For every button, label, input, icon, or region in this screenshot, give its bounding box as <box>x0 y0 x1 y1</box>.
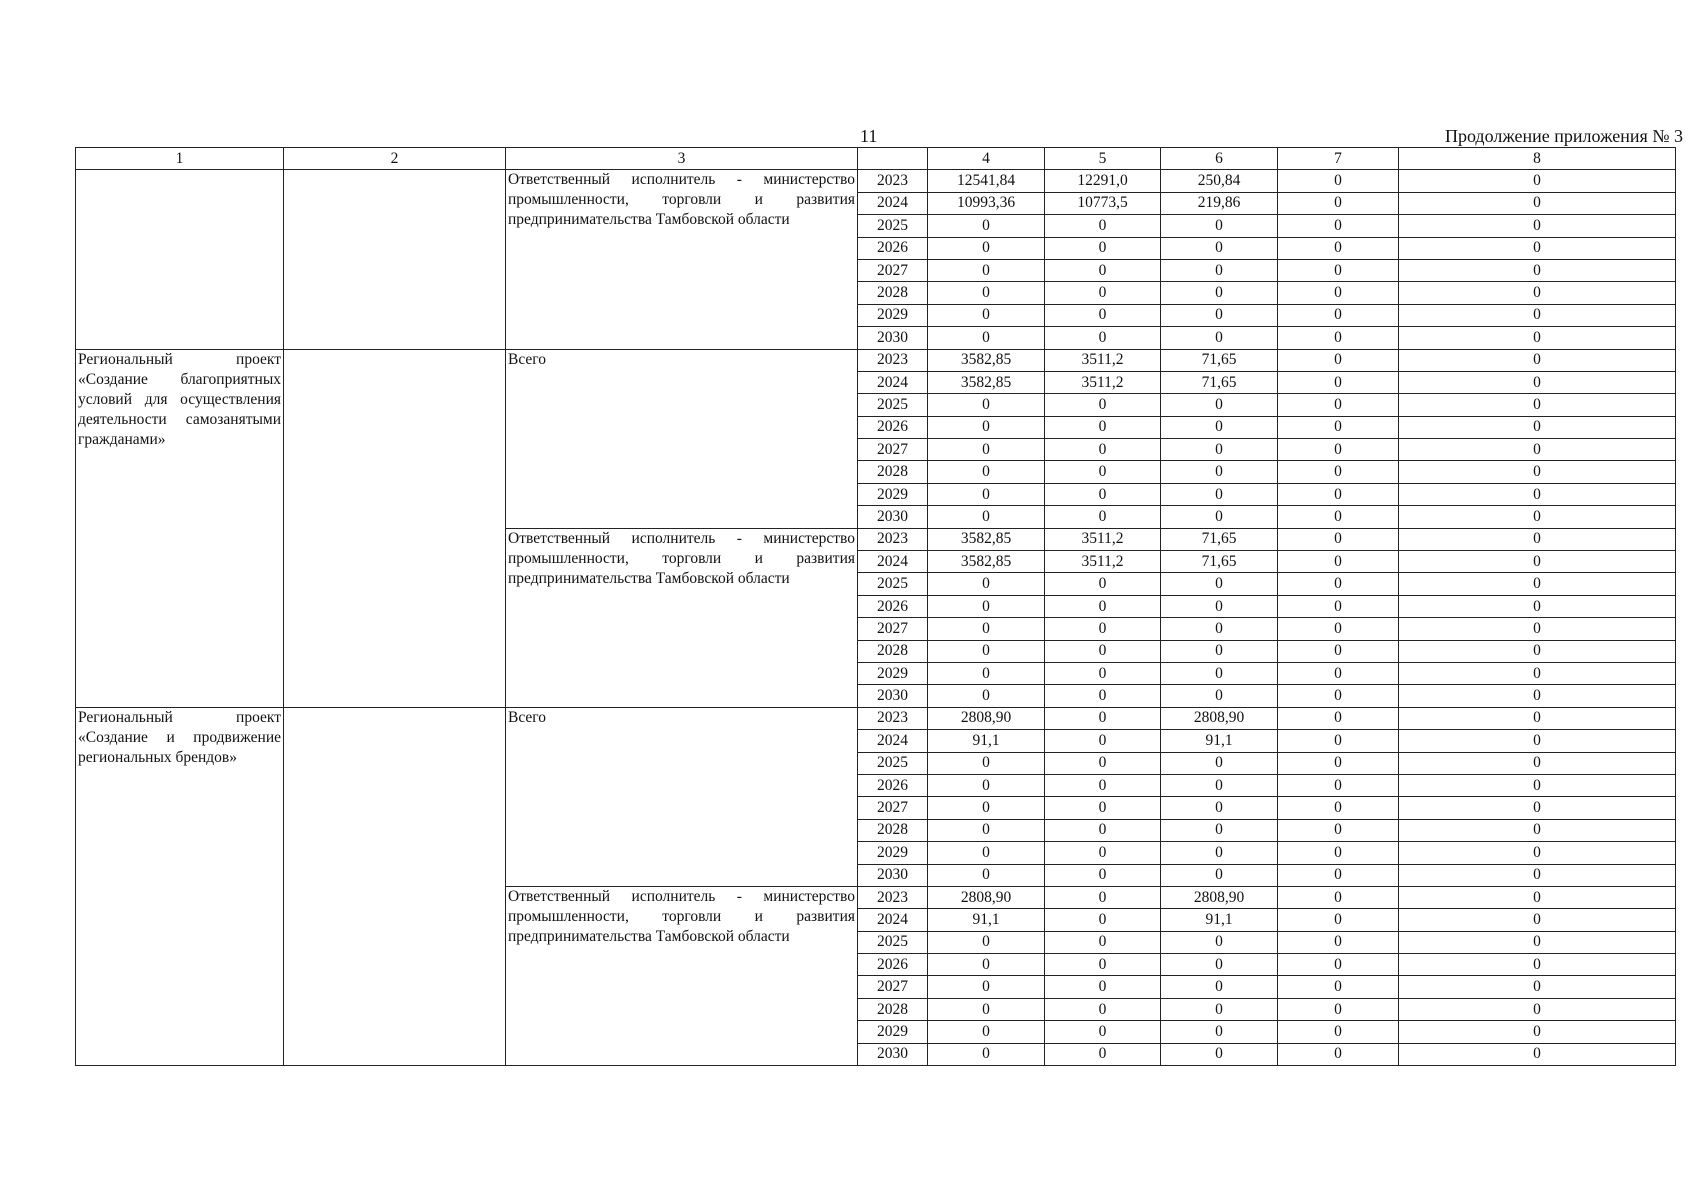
col5-cell: 3511,2 <box>1045 551 1161 573</box>
col8-cell: 0 <box>1399 752 1676 774</box>
col8-cell: 0 <box>1399 551 1676 573</box>
total-cell: 0 <box>928 640 1045 662</box>
col5-cell: 0 <box>1045 618 1161 640</box>
year-cell: 2029 <box>858 662 928 684</box>
year-cell: 2029 <box>858 304 928 326</box>
col5-cell: 0 <box>1045 954 1161 976</box>
col8-cell: 0 <box>1399 1021 1676 1043</box>
col8-cell: 0 <box>1399 259 1676 281</box>
col6-cell: 219,86 <box>1161 192 1278 214</box>
col5-cell: 0 <box>1045 842 1161 864</box>
col6-cell: 0 <box>1161 215 1278 237</box>
total-cell: 0 <box>928 461 1045 483</box>
col8-cell: 0 <box>1399 461 1676 483</box>
col5-cell: 0 <box>1045 595 1161 617</box>
total-cell: 0 <box>928 595 1045 617</box>
col8-cell: 0 <box>1399 774 1676 796</box>
year-cell: 2026 <box>858 237 928 259</box>
year-cell: 2028 <box>858 640 928 662</box>
year-cell: 2023 <box>858 170 928 192</box>
year-cell: 2030 <box>858 506 928 528</box>
col7-cell: 0 <box>1278 349 1399 371</box>
total-cell: 91,1 <box>928 909 1045 931</box>
year-cell: 2025 <box>858 394 928 416</box>
year-cell: 2028 <box>858 998 928 1020</box>
col7-cell: 0 <box>1278 774 1399 796</box>
col6-cell: 0 <box>1161 1021 1278 1043</box>
col5-cell: 0 <box>1045 327 1161 349</box>
col5-cell: 0 <box>1045 864 1161 886</box>
total-cell: 10993,36 <box>928 192 1045 214</box>
total-cell: 0 <box>928 864 1045 886</box>
col6-cell: 2808,90 <box>1161 707 1278 729</box>
col6-cell: 0 <box>1161 394 1278 416</box>
column-header: 6 <box>1161 148 1278 170</box>
year-cell: 2024 <box>858 909 928 931</box>
col6-cell: 0 <box>1161 640 1278 662</box>
col6-cell: 0 <box>1161 573 1278 595</box>
col6-cell: 0 <box>1161 998 1278 1020</box>
year-cell: 2025 <box>858 573 928 595</box>
col5-cell: 0 <box>1045 998 1161 1020</box>
total-cell: 0 <box>928 483 1045 505</box>
table-row <box>76 707 1676 729</box>
table-row <box>76 349 1676 371</box>
total-cell: 0 <box>928 416 1045 438</box>
total-cell: 0 <box>928 394 1045 416</box>
col8-cell: 0 <box>1399 819 1676 841</box>
col7-cell: 0 <box>1278 1043 1399 1065</box>
col6-cell: 0 <box>1161 954 1278 976</box>
col8-cell: 0 <box>1399 416 1676 438</box>
col5-cell: 0 <box>1045 909 1161 931</box>
col8-cell: 0 <box>1399 1043 1676 1065</box>
table-row <box>76 170 1676 192</box>
col7-cell: 0 <box>1278 819 1399 841</box>
col7-cell: 0 <box>1278 752 1399 774</box>
col5-cell: 0 <box>1045 774 1161 796</box>
col8-cell: 0 <box>1399 797 1676 819</box>
col6-cell: 250,84 <box>1161 170 1278 192</box>
col7-cell: 0 <box>1278 327 1399 349</box>
col5-cell: 0 <box>1045 506 1161 528</box>
year-cell: 2029 <box>858 842 928 864</box>
col8-cell: 0 <box>1399 215 1676 237</box>
year-cell: 2027 <box>858 976 928 998</box>
col6-cell: 0 <box>1161 304 1278 326</box>
total-cell: 3582,85 <box>928 371 1045 393</box>
col8-cell: 0 <box>1399 506 1676 528</box>
col5-cell: 3511,2 <box>1045 349 1161 371</box>
total-cell: 0 <box>928 282 1045 304</box>
page-number: 11 <box>860 126 878 146</box>
col6-cell: 0 <box>1161 685 1278 707</box>
col6-cell: 0 <box>1161 237 1278 259</box>
col6-cell: 91,1 <box>1161 909 1278 931</box>
year-cell: 2026 <box>858 774 928 796</box>
col6-cell: 0 <box>1161 461 1278 483</box>
col7-cell: 0 <box>1278 730 1399 752</box>
col7-cell: 0 <box>1278 842 1399 864</box>
year-cell: 2027 <box>858 618 928 640</box>
col6-cell: 0 <box>1161 416 1278 438</box>
col8-cell: 0 <box>1399 685 1676 707</box>
year-cell: 2030 <box>858 864 928 886</box>
col8-cell: 0 <box>1399 170 1676 192</box>
col6-cell: 0 <box>1161 842 1278 864</box>
col8-cell: 0 <box>1399 439 1676 461</box>
year-cell: 2030 <box>858 1043 928 1065</box>
col7-cell: 0 <box>1278 304 1399 326</box>
total-cell: 0 <box>928 842 1045 864</box>
col7-cell: 0 <box>1278 551 1399 573</box>
col7-cell: 0 <box>1278 483 1399 505</box>
total-cell: 0 <box>928 237 1045 259</box>
col6-cell: 71,65 <box>1161 528 1278 550</box>
column-header: 1 <box>76 148 284 170</box>
col5-cell: 0 <box>1045 707 1161 729</box>
col8-cell: 0 <box>1399 998 1676 1020</box>
col5-cell: 3511,2 <box>1045 371 1161 393</box>
year-cell: 2024 <box>858 730 928 752</box>
total-cell: 0 <box>928 998 1045 1020</box>
col8-cell: 0 <box>1399 976 1676 998</box>
col8-cell: 0 <box>1399 528 1676 550</box>
year-cell: 2024 <box>858 192 928 214</box>
col7-cell: 0 <box>1278 506 1399 528</box>
appendix-note: Продолжение приложения № 3 <box>1444 126 1683 146</box>
col5-cell: 0 <box>1045 573 1161 595</box>
col6-cell: 0 <box>1161 1043 1278 1065</box>
project-name-cell: Региональный проект «Создание и продвижение региональных брендов» <box>76 707 284 1065</box>
col8-cell: 0 <box>1399 595 1676 617</box>
col8-cell: 0 <box>1399 573 1676 595</box>
total-cell: 0 <box>928 506 1045 528</box>
col8-cell: 0 <box>1399 304 1676 326</box>
col7-cell: 0 <box>1278 640 1399 662</box>
col6-cell: 0 <box>1161 259 1278 281</box>
col7-cell: 0 <box>1278 909 1399 931</box>
year-cell: 2024 <box>858 371 928 393</box>
col5-cell: 10773,5 <box>1045 192 1161 214</box>
col5-cell: 0 <box>1045 662 1161 684</box>
col7-cell: 0 <box>1278 1021 1399 1043</box>
col5-cell: 0 <box>1045 752 1161 774</box>
total-cell: 0 <box>928 327 1045 349</box>
block-label-cell: Всего <box>506 349 858 528</box>
total-cell: 0 <box>928 662 1045 684</box>
col7-cell: 0 <box>1278 528 1399 550</box>
col8-cell: 0 <box>1399 864 1676 886</box>
column-header: 5 <box>1045 148 1161 170</box>
col7-cell: 0 <box>1278 394 1399 416</box>
col7-cell: 0 <box>1278 797 1399 819</box>
col8-cell: 0 <box>1399 707 1676 729</box>
project-name-cell <box>76 170 284 349</box>
year-cell: 2026 <box>858 954 928 976</box>
col7-cell: 0 <box>1278 595 1399 617</box>
col7-cell: 0 <box>1278 998 1399 1020</box>
col5-cell: 0 <box>1045 886 1161 908</box>
total-cell: 0 <box>928 1021 1045 1043</box>
total-cell: 0 <box>928 819 1045 841</box>
year-header-blank <box>858 148 928 170</box>
col6-cell: 0 <box>1161 752 1278 774</box>
block-label-cell: Ответственный исполнитель - министерство промышленности, торговли и развития предпринимательства Тамбовской области <box>506 528 858 707</box>
col5-cell: 0 <box>1045 215 1161 237</box>
col8-cell: 0 <box>1399 662 1676 684</box>
col6-cell: 0 <box>1161 819 1278 841</box>
year-cell: 2028 <box>858 461 928 483</box>
total-cell: 12541,84 <box>928 170 1045 192</box>
col7-cell: 0 <box>1278 573 1399 595</box>
col7-cell: 0 <box>1278 215 1399 237</box>
col6-cell: 0 <box>1161 931 1278 953</box>
total-cell: 2808,90 <box>928 886 1045 908</box>
col8-cell: 0 <box>1399 282 1676 304</box>
col5-cell: 0 <box>1045 439 1161 461</box>
col8-cell: 0 <box>1399 618 1676 640</box>
column-2-cell <box>284 170 506 349</box>
col8-cell: 0 <box>1399 192 1676 214</box>
total-cell: 0 <box>928 215 1045 237</box>
block-label-cell: Ответственный исполнитель - министерство промышленности, торговли и развития предпринимательства Тамбовской области <box>506 170 858 349</box>
col6-cell: 0 <box>1161 506 1278 528</box>
header-row <box>76 148 1676 170</box>
col5-cell: 12291,0 <box>1045 170 1161 192</box>
col5-cell: 0 <box>1045 461 1161 483</box>
col8-cell: 0 <box>1399 237 1676 259</box>
col8-cell: 0 <box>1399 886 1676 908</box>
col7-cell: 0 <box>1278 685 1399 707</box>
col7-cell: 0 <box>1278 259 1399 281</box>
col8-cell: 0 <box>1399 640 1676 662</box>
col6-cell: 91,1 <box>1161 730 1278 752</box>
col5-cell: 0 <box>1045 259 1161 281</box>
year-cell: 2023 <box>858 707 928 729</box>
col7-cell: 0 <box>1278 192 1399 214</box>
col5-cell: 0 <box>1045 237 1161 259</box>
col5-cell: 0 <box>1045 640 1161 662</box>
col6-cell: 71,65 <box>1161 371 1278 393</box>
col7-cell: 0 <box>1278 954 1399 976</box>
column-header: 7 <box>1278 148 1399 170</box>
year-cell: 2028 <box>858 282 928 304</box>
col6-cell: 71,65 <box>1161 551 1278 573</box>
year-cell: 2030 <box>858 327 928 349</box>
col8-cell: 0 <box>1399 394 1676 416</box>
col7-cell: 0 <box>1278 707 1399 729</box>
block-label-cell: Всего <box>506 707 858 886</box>
col7-cell: 0 <box>1278 282 1399 304</box>
year-cell: 2025 <box>858 931 928 953</box>
year-cell: 2029 <box>858 1021 928 1043</box>
column-2-cell <box>284 707 506 1065</box>
col7-cell: 0 <box>1278 931 1399 953</box>
col6-cell: 0 <box>1161 595 1278 617</box>
col6-cell: 0 <box>1161 327 1278 349</box>
col7-cell: 0 <box>1278 237 1399 259</box>
col6-cell: 0 <box>1161 282 1278 304</box>
col5-cell: 0 <box>1045 730 1161 752</box>
col5-cell: 0 <box>1045 282 1161 304</box>
col5-cell: 0 <box>1045 931 1161 953</box>
col6-cell: 0 <box>1161 797 1278 819</box>
year-cell: 2025 <box>858 752 928 774</box>
col7-cell: 0 <box>1278 416 1399 438</box>
col7-cell: 0 <box>1278 170 1399 192</box>
col7-cell: 0 <box>1278 371 1399 393</box>
col6-cell: 0 <box>1161 439 1278 461</box>
col8-cell: 0 <box>1399 931 1676 953</box>
col8-cell: 0 <box>1399 909 1676 931</box>
total-cell: 0 <box>928 618 1045 640</box>
year-cell: 2023 <box>858 349 928 371</box>
col5-cell: 3511,2 <box>1045 528 1161 550</box>
col6-cell: 0 <box>1161 774 1278 796</box>
total-cell: 3582,85 <box>928 551 1045 573</box>
col6-cell: 2808,90 <box>1161 886 1278 908</box>
year-cell: 2023 <box>858 528 928 550</box>
col7-cell: 0 <box>1278 886 1399 908</box>
col5-cell: 0 <box>1045 1043 1161 1065</box>
column-header: 4 <box>928 148 1045 170</box>
column-header: 8 <box>1399 148 1676 170</box>
year-cell: 2030 <box>858 685 928 707</box>
col5-cell: 0 <box>1045 304 1161 326</box>
col6-cell: 0 <box>1161 976 1278 998</box>
total-cell: 0 <box>928 752 1045 774</box>
col7-cell: 0 <box>1278 618 1399 640</box>
total-cell: 91,1 <box>928 730 1045 752</box>
col7-cell: 0 <box>1278 439 1399 461</box>
total-cell: 0 <box>928 573 1045 595</box>
col5-cell: 0 <box>1045 819 1161 841</box>
col5-cell: 0 <box>1045 1021 1161 1043</box>
col8-cell: 0 <box>1399 483 1676 505</box>
year-cell: 2023 <box>858 886 928 908</box>
col8-cell: 0 <box>1399 954 1676 976</box>
year-cell: 2027 <box>858 797 928 819</box>
total-cell: 2808,90 <box>928 707 1045 729</box>
column-header: 3 <box>506 148 858 170</box>
col7-cell: 0 <box>1278 662 1399 684</box>
col6-cell: 0 <box>1161 483 1278 505</box>
col5-cell: 0 <box>1045 394 1161 416</box>
total-cell: 0 <box>928 774 1045 796</box>
block-label-cell: Ответственный исполнитель - министерство промышленности, торговли и развития предпринимательства Тамбовской области <box>506 886 858 1065</box>
total-cell: 0 <box>928 259 1045 281</box>
col8-cell: 0 <box>1399 842 1676 864</box>
year-cell: 2027 <box>858 439 928 461</box>
total-cell: 0 <box>928 685 1045 707</box>
year-cell: 2027 <box>858 259 928 281</box>
col5-cell: 0 <box>1045 976 1161 998</box>
col5-cell: 0 <box>1045 416 1161 438</box>
col6-cell: 0 <box>1161 618 1278 640</box>
total-cell: 0 <box>928 1043 1045 1065</box>
total-cell: 0 <box>928 954 1045 976</box>
column-header: 2 <box>284 148 506 170</box>
col5-cell: 0 <box>1045 685 1161 707</box>
year-cell: 2025 <box>858 215 928 237</box>
col8-cell: 0 <box>1399 371 1676 393</box>
project-name-cell: Региональный проект «Создание благоприятных условий для осуществления деятельности самозанятыми гражданами» <box>76 349 284 707</box>
col6-cell: 0 <box>1161 864 1278 886</box>
col5-cell: 0 <box>1045 483 1161 505</box>
total-cell: 0 <box>928 304 1045 326</box>
col6-cell: 0 <box>1161 662 1278 684</box>
col7-cell: 0 <box>1278 976 1399 998</box>
year-cell: 2026 <box>858 416 928 438</box>
col8-cell: 0 <box>1399 349 1676 371</box>
total-cell: 3582,85 <box>928 528 1045 550</box>
total-cell: 0 <box>928 931 1045 953</box>
year-cell: 2026 <box>858 595 928 617</box>
year-cell: 2029 <box>858 483 928 505</box>
col7-cell: 0 <box>1278 461 1399 483</box>
budget-table <box>75 147 1676 1066</box>
year-cell: 2024 <box>858 551 928 573</box>
col6-cell: 71,65 <box>1161 349 1278 371</box>
column-2-cell <box>284 349 506 707</box>
total-cell: 3582,85 <box>928 349 1045 371</box>
total-cell: 0 <box>928 797 1045 819</box>
col8-cell: 0 <box>1399 730 1676 752</box>
col8-cell: 0 <box>1399 327 1676 349</box>
col7-cell: 0 <box>1278 864 1399 886</box>
total-cell: 0 <box>928 439 1045 461</box>
total-cell: 0 <box>928 976 1045 998</box>
table-body <box>76 148 1676 1066</box>
col5-cell: 0 <box>1045 797 1161 819</box>
year-cell: 2028 <box>858 819 928 841</box>
